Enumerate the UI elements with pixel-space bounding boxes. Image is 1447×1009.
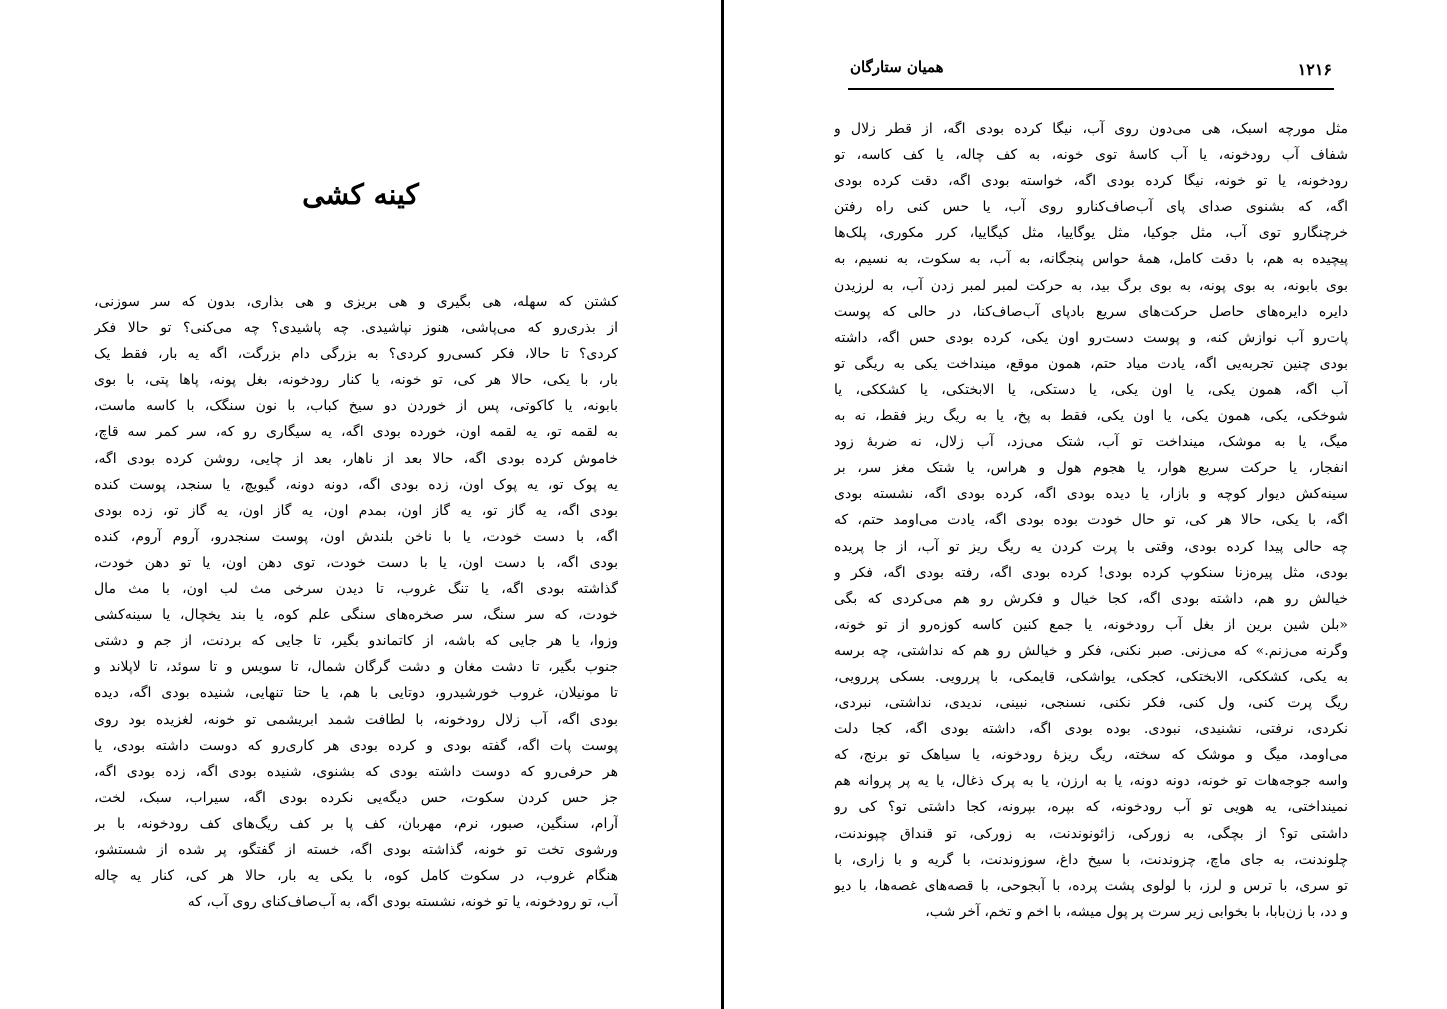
text-line: خودت، که سر سنگ، سر صخره‌های سنگی علم کوه، یا بند یخچال، یا سینه‌کشی [94,607,618,624]
text-line: خرچنگارو توی آب، مثل جوکیا، مثل یوگاییا، مثل کیگاییا، کرر مکوری، پلک‌ها [834,225,1348,242]
text-line: گذاشته بودی اگه، یا تنگ غروب، تا دیدن سرخی مث لب اون، با مث مال [94,581,618,598]
text-line: انفجار، یا حرکت سریع هوار، یا هجوم هول و هراس، یا شتک مغز سر، بر [834,460,1348,477]
text-line: تا مونیلان، غروب خورشیدرو، دوتایی با هم، یا حتا تنهایی، شنیده بودی اگه، دیده [94,685,618,702]
text-line: از بذری‌رو که می‌پاشی، هنوز نپاشیدی. چه پاشیدی؟ چه می‌کنی؟ تو حالا فکر [94,320,618,337]
text-line: بوی بابونه، به بوی پونه، به بوی برگ بید، به حرکت لمبر لمبر زدن آب، به لرزیدن [834,277,1348,294]
text-line: بودی اگه، آب زلال رودخونه، با لطافت شمد ابریشمی تو خونه، لغزیده بود روی [94,711,618,728]
text-line: آب اگه، همون یکی، یا اون یکی، یا دستکی، یا الابختکی، یا کشککی، یا [834,381,1348,398]
text-line: چه حالی پیدا کرده بودی، وقتی با پرت کردن یه ریگ ریز تو آب، از جا پریده [834,538,1348,555]
right-page-body [834,116,1348,925]
text-line: شوخکی، یکی، همون یکی، یا اون یکی، فقط به پخ، یا به ریگ ریز فقط، نه به [834,408,1348,425]
text-line: بابونه، یا کاکوتی، پس از خوردن دو سیخ کباب، با نون سنگک، با کاسه ماست، [94,398,618,415]
text-line: پیچیده به هم، با دقت کامل، همهٔ حواس پنجگانه، به آب، به سکوت، به نسیم، به [834,251,1348,268]
text-line: جز حس کردن سکوت، حس دیگه‌یی نکرده بودی اگه، سیراب، سبک، لخت، [94,789,618,806]
text-line: بودی، مثل پیره‌زنا سنکوپ کرده بودی! کرده بودی اگه، رفته بودی اگه، فکر و [834,564,1348,581]
text-line: «بلن شین برین از بغل آب رودخونه، یا جمع کنین کاسه کوزه‌رو از تو خونه، [834,616,1348,633]
chapter-title: کینه کشی [302,178,419,211]
text-line: ورشوی تخت تو خونه، گذاشته بودی اگه، خسته از گفتگو، پر شده از شستشو، [94,841,618,858]
text-line: می‌اومد، میگ و موشک که سخته، ریگ ریزهٔ رودخونه، یا سیاهک تو برنج، که [834,747,1348,764]
running-header [848,48,1334,90]
text-line: شفاف آب رودخونه، یا آب کاسهٔ توی خونه، به کف چاله، یا کف کاسه، تو [834,147,1348,164]
text-line: سینه‌کش دیوار کوچه و بازار، یا دیده بودی اگه، کرده بودی اگه، نشسته بودی [834,486,1348,503]
text-line: هنگام غروب، در سکوت کامل کوه، با یکی یه بار، حالا هر کی، کنار یه چاله [94,868,618,885]
text-line: به لقمه تو، یه لقمه اون، خورده بودی اگه، یه سیگاری رو که، سر کمر سه قاچ، [94,424,618,441]
text-line: خاموش کرده بودی اگه، حالا بعد از ناهار، بعد از چایی، روشن کرده بودی اگه، [94,450,618,467]
text-line: پوست پات اگه، گفته بودی و کرده بودی هر کاری‌رو که دوست داشته بودی، یا [94,737,618,754]
text-line: واسه جوجه‌هات تو خونه، دونه دونه، یا به ارزن، یا به پرک ذغال، یا یه پر پروانه هم [834,773,1348,790]
text-line: میگ، یا به موشک، مینداخت تو آب، شتک می‌زد، آب زلال، نه ضربهٔ زود [834,434,1348,451]
text-line: کردی؟ تا حالا، فکر کسی‌رو کردی؟ به بزرگی دام بزرگت، اگه یه بار، فقط یک [94,346,618,363]
text-line: هر حرفی‌رو که دوست داشته بودی که بشنوی، شنیده بودی اگه، زده بودی اگه، [94,763,618,780]
text-line: بار، با یکی، حالا هر کی، تو خونه، یا کنار رودخونه، بغل پونه، پاها پتی، با بوی [94,372,618,389]
text-line: ریگ پرت کنی، ول کنی، فکر نکنی، نسنجی، نبینی، ندیدی، نداشتی، نبردی، [834,695,1348,712]
text-line: وزوا، یا هر جایی که باشه، از کاتماندو بگیر، تا جایی که بردنت، از جم و دشتی [94,633,618,650]
text-line: کشتن که سهله، هی بگیری و هی بریزی و هی بذاری، بدون که سر سوزنی، [94,294,618,310]
text-line: داشتی تو؟ از بچگی، به زورکی، زائونوندنت، به زورکی، تو قنداق چپوندنت، [834,825,1348,842]
text-line: نکردی، نرفتی، نشنیدی، نبودی. بوده بودی اگه، داشته بودی اگه، کجا دلت [834,721,1348,738]
running-title: همیان ستارگان [850,58,944,76]
page-number: ۱۲۱۶ [1297,60,1332,79]
text-line: تو سری، با ترس و لرز، با لولوی پشت پرده، با آبجوحی، با قصه‌های غصه‌ها، با دیو [834,877,1348,894]
text-line: نمینداختی، یه هویی تو آب رودخونه، که بپره، بپرونه، کجا داشتی تو؟ کی رو [834,799,1348,816]
left-page-body [94,289,618,915]
text-line: آب، تو رودخونه، یا تو خونه، نشسته بودی اگه، به آب‌صاف‌کنای روی آب، که [187,894,618,911]
text-line: دایره دایره‌های حاصل حرکت‌های سریع بادپای آب‌صاف‌کنا، در حالی که پوست [834,303,1348,320]
text-line: و دد، با زن‌بابا، با بخوابی زیر سرت پر پول میشه، با اخم و تخم، آخر شب، [925,903,1348,920]
text-line: اگه، با دست خودت، یا با ناخن بلندش اون، پوست سنجدرو، آروم آروم، کنده [94,528,618,545]
text-line: اگه، که بشنوی صدای پای آب‌صاف‌کنارو روی آب، یا حس کنی راه رفتن [834,199,1348,216]
text-line: بودی چنین تجربه‌یی اگه، یادت میاد حتم، همون موقع، مینداخت یکی به ریگی تو [834,355,1348,372]
text-line: جنوب بگیر، تا دشت مغان و دشت گرگان شمال، تا سویس و تا سوئد، تا لاپلاند و [94,659,618,676]
text-line: چلوندنت، به جای ماچ، چزوندنت، با سیخ داغ، سوزوندنت، با گریه و با زاری، با [834,851,1348,868]
text-line: به یکی، کشککی، الابختکی، کجکی، یواشکی، قایمکی، با پررویی. بسکی پررویی، [834,668,1348,685]
right-page [724,0,1447,1009]
text-line: بودی اگه، با دست اون، یا با دست خودت، توی دهن اون، یا تو دهن خودت، [94,554,618,571]
text-line: خیالش رو هم، داشته بودی اگه، کجا خیال و فکرش رو هم می‌کردی که بگی [834,590,1348,607]
left-page [0,0,721,1009]
text-line: اگه، با یکی، حالا هر کی، تو حال خودت بوده بودی اگه، یادت می‌اومد حتم، که [834,512,1348,529]
text-line: مثل مورچه اسبک، هی می‌دون روی آب، نیگا کرده بودی اگه، از قطر زلال و [834,121,1348,137]
text-line: یه پوک تو، یه پوک اون، زده بودی اگه، دونه دونه، گیویچ، یا سنجد، پوست کنده [94,476,618,493]
text-line: آرام، سنگین، صبور، نرم، مهربان، کف پا بر کف ریگ‌های کف رودخونه، با بر [94,815,618,832]
text-line: بودی اگه، یه گاز تو، یه گاز اون، بمدم اون، یه گاز اون، یه گاز تو، زده بودی [94,502,618,519]
text-line: پات‌رو آب نوازش کنه، و پوست دست‌رو اون یکی، کرده بودی حس اگه، داشته [834,329,1348,346]
text-line: رودخونه، یا تو خونه، نیگا کرده بودی اگه، خواسته بودی اگه، دقت کرده بودی [834,173,1348,190]
text-line: وگرنه می‌زنم.» که می‌زنی. صبر نکنی، فکر و خیالش رو هم که نداشتی، چه برسه [834,642,1348,659]
